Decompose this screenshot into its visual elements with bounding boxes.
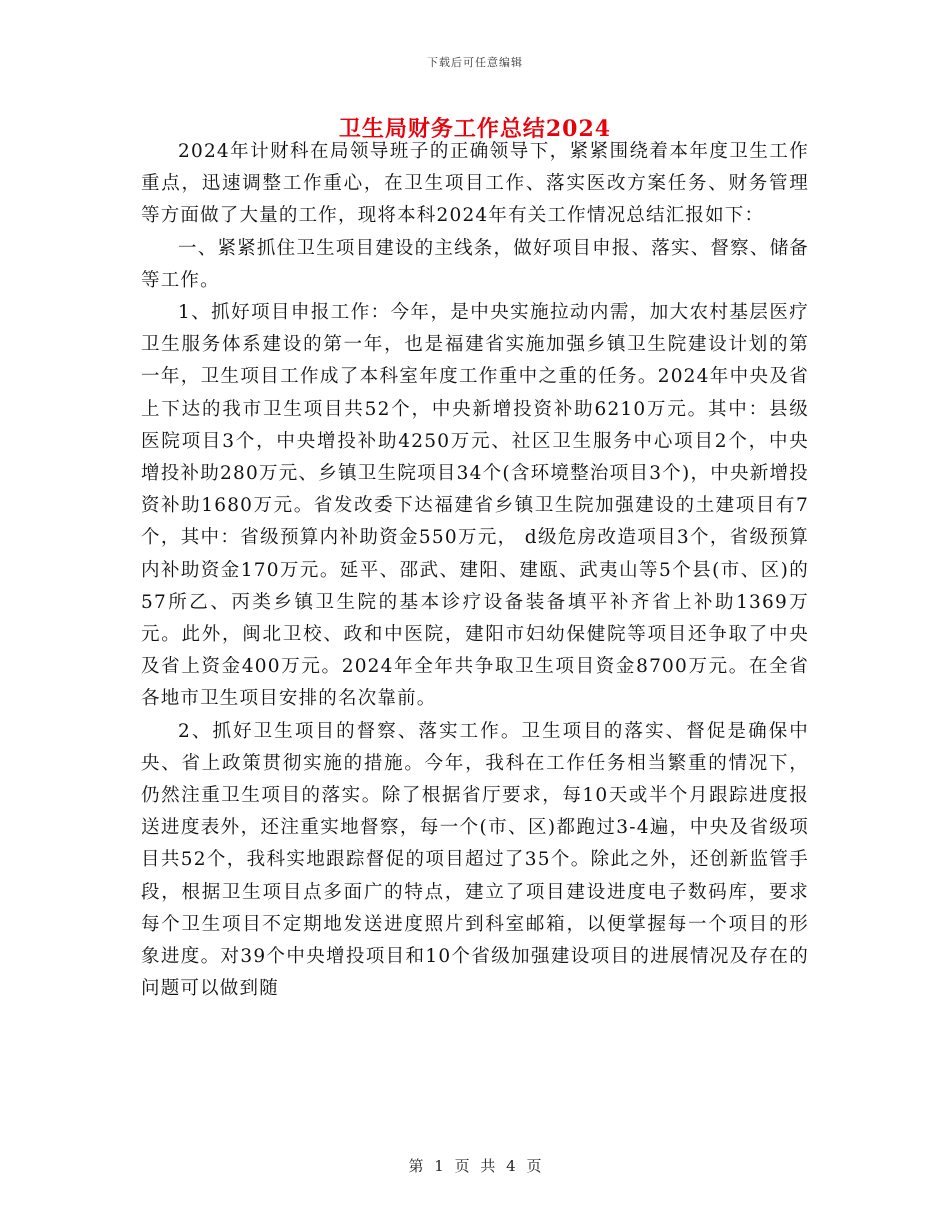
page-header-note: 下载后可任意编辑 [427,56,523,69]
page-number-footer: 第 1 页 共 4 页 [408,1157,542,1175]
document-title: 卫生局财务工作总结2024 [338,116,612,142]
document-body [141,136,809,1005]
paragraph-section-heading: 一、紧紧抓住卫生项目建设的主线条，做好项目申报、落实、督察、储备等工作。 [141,237,809,291]
paragraph-project-supervision: 2、抓好卫生项目的督察、落实工作。卫生项目的落实、督促是确保中央、省上政策贯彻实施的措施。今年，我科在工作任务相当繁重的情况下，仍然注重卫生项目的落实。除了根据省厅要求，每10天或半个月跟踪进度报送进度表外，还注重实地督察，每一个(市、区)都跑过3-4遍，中央及省级项目共52个，我科实地跟踪督促的项目超过了35个。除此之外，还创新监管手段，根据卫生项目点多面广的特点，建立了项目建设进度电子数码库，要求每个卫生项目不定期地发送进度照片到科室邮箱，以便掌握每一个项目的形象进度。对39个中央增投项目和10个省级加强建设项目的进展情况及存在的问题可以做到随 [141,720,809,1000]
paragraph-project-application: 1、抓好项目申报工作：今年，是中央实施拉动内需，加大农村基层医疗卫生服务体系建设的第一年，也是福建省实施加强乡镇卫生院建设计划的第一年，卫生项目工作成了本科室年度工作重中之重的任务。2024年中央及省上下达的我市卫生项目共52个，中央新增投资补助6210万元。其中：县级医院项目3个，中央增投补助4250万元、社区卫生服务中心项目2个，中央增投补助280万元、乡镇卫生院项目34个(含环境整治项目3个)，中央新增投资补助1680万元。省发改委下达福建省乡镇卫生院加强建设的土建项目有7个，其中：省级预算内补助资金550万元， d级危房改造项目3个，省级预算内补助资金170万元。延平、邵武、建阳、建瓯、武夷山等5个县(市、区)的57所乙、丙类乡镇卫生院的基本诊疗设备装备填平补齐省上补助1369万元。此外，闽北卫校、政和中医院，建阳市妇幼保健院等项目还争取了中央及省上资金400万元。2024年全年共争取卫生项目资金8700万元。在全省各地市卫生项目安排的名次靠前。 [141,302,809,710]
paragraph-intro: 2024年计财科在局领导班子的正确领导下，紧紧围绕着本年度卫生工作重点，迅速调整工作重心，在卫生项目工作、落实医改方案任务、财务管理等方面做了大量的工作，现将本科2024年有关工作情况总结汇报如下： [141,141,809,227]
